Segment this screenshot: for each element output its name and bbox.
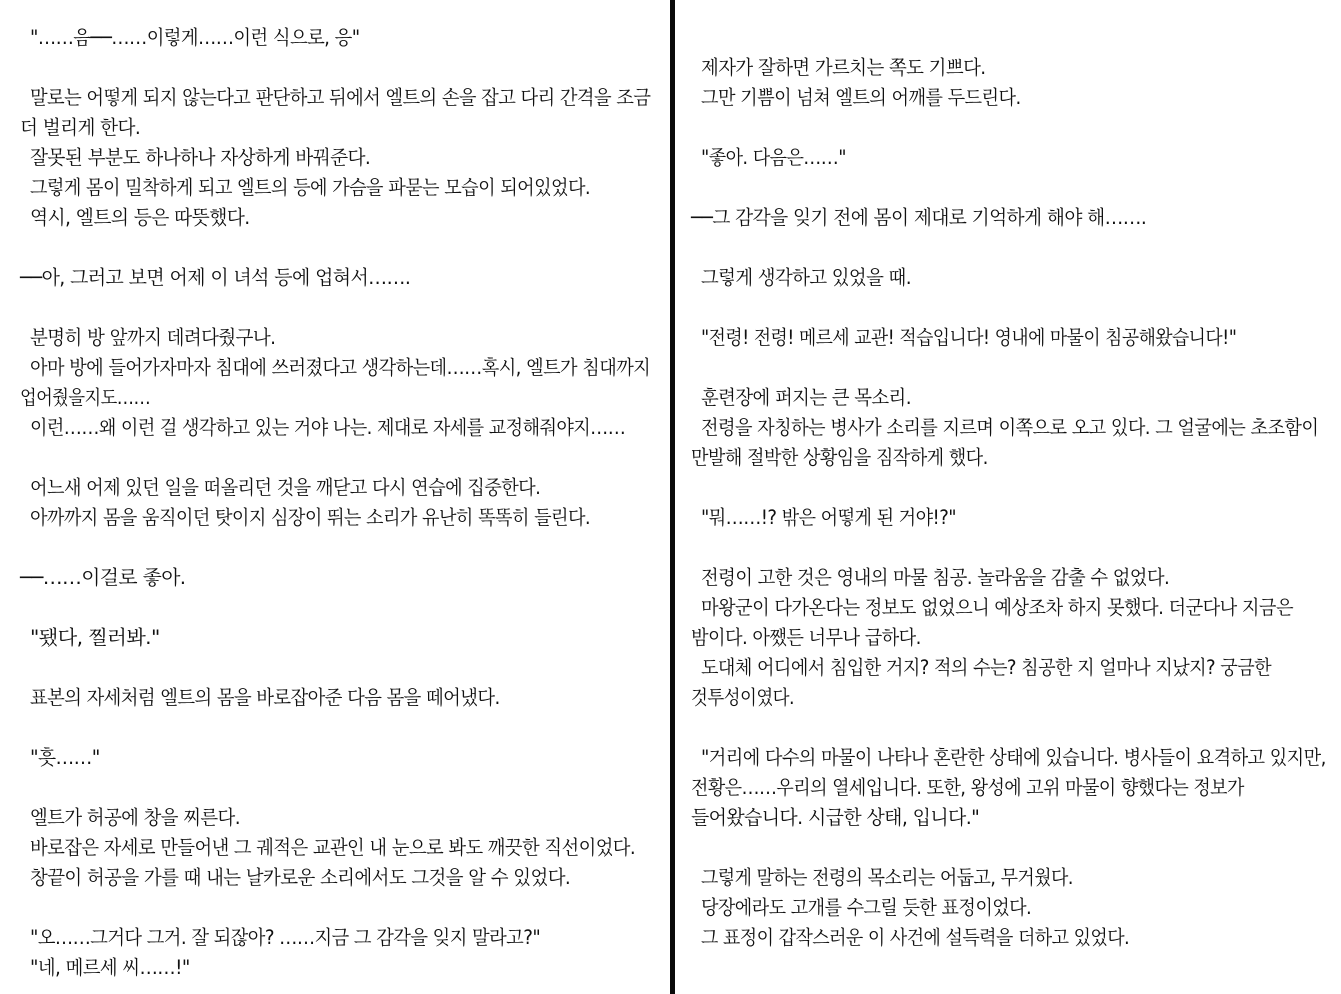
- text-line: 당장에라도 고개를 수그릴 듯한 표정이었다.: [701, 896, 1032, 919]
- text-line: "전령! 전령! 메르세 교관! 적습입니다! 영내에 마물이 침공해왔습니다!": [701, 326, 1237, 349]
- text-line: 표본의 자세처럼 엘트의 몸을 바로잡아준 다음 몸을 떼어냈다.: [30, 686, 500, 709]
- text-line: 아마 방에 들어가자마자 침대에 쓰러졌다고 생각하는데……혹시, 엘트가 침대까지: [30, 356, 651, 379]
- text-line: 엘트가 허공에 창을 찌른다.: [30, 806, 241, 829]
- text-line: "……음──……이렇게……이런 식으로, 응": [30, 26, 360, 49]
- text-line: ──아, 그러고 보면 어제 이 녀석 등에 업혀서…….: [20, 266, 411, 289]
- page-divider: [670, 0, 675, 994]
- text-line: 밤이다. 아쨌든 너무나 급하다.: [691, 626, 921, 649]
- text-line: "오……그거다 그거. 잘 되잖아? ……지금 그 감각을 잊지 말라고?": [30, 926, 541, 949]
- text-line: 역시, 엘트의 등은 따뜻했다.: [30, 206, 250, 229]
- text-line: 제자가 잘하면 가르치는 쪽도 기쁘다.: [701, 56, 986, 79]
- text-line: ──……이걸로 좋아.: [20, 566, 186, 589]
- text-line: 전령이 고한 것은 영내의 마물 침공. 놀라움을 감출 수 없었다.: [701, 566, 1170, 589]
- text-line: "뭐……!? 밖은 어떻게 된 거야!?": [701, 506, 956, 529]
- text-line: 그만 기쁨이 넘쳐 엘트의 어깨를 두드린다.: [701, 86, 1021, 109]
- text-line: 창끝이 허공을 가를 때 내는 날카로운 소리에서도 그것을 알 수 있었다.: [30, 866, 571, 889]
- text-line: 그렇게 몸이 밀착하게 되고 엘트의 등에 가슴을 파묻는 모습이 되어있었다.: [30, 176, 591, 199]
- left-page: [0, 0, 668, 994]
- text-line: 도대체 어디에서 침입한 거지? 적의 수는? 침공한 지 얼마나 지났지? 궁금한: [701, 656, 1272, 679]
- text-line: 만발해 절박한 상황임을 짐작하게 했다.: [691, 446, 988, 469]
- text-line: 전령을 자칭하는 병사가 소리를 지르며 이쪽으로 오고 있다. 그 얼굴에는 초조함이: [701, 416, 1319, 439]
- text-line: 그 표정이 갑작스러운 이 사건에 설득력을 더하고 있었다.: [701, 926, 1130, 949]
- text-line: 아까까지 몸을 움직이던 탓이지 심장이 뛰는 소리가 유난히 똑똑히 들린다.: [30, 506, 591, 529]
- text-line: "흣……": [30, 746, 100, 769]
- text-line: 훈련장에 퍼지는 큰 목소리.: [701, 386, 912, 409]
- text-line: 이런……왜 이런 걸 생각하고 있는 거야 나는. 제대로 자세를 교정해줘야지……: [30, 416, 626, 439]
- text-line: 마왕군이 다가온다는 정보도 없었으니 예상조차 하지 못했다. 더군다나 지금은: [701, 596, 1293, 619]
- text-line: 그렇게 말하는 전령의 목소리는 어둡고, 무거웠다.: [701, 866, 1073, 889]
- text-line: "됐다, 찔러봐.": [30, 626, 160, 649]
- text-line: 그렇게 생각하고 있었을 때.: [701, 266, 912, 289]
- text-line: ──그 감각을 잊기 전에 몸이 제대로 기억하게 해야 해…….: [691, 206, 1147, 229]
- text-line: 바로잡은 자세로 만들어낸 그 궤적은 교관인 내 눈으로 봐도 깨끗한 직선이었다.: [30, 836, 636, 859]
- text-line: 업어줬을지도……: [20, 386, 151, 409]
- right-page: [676, 0, 1341, 994]
- text-line: "네, 메르세 씨……!": [30, 956, 190, 979]
- text-line: 전황은……우리의 열세입니다. 또한, 왕성에 고위 마물이 향했다는 정보가: [691, 776, 1244, 799]
- text-line: "거리에 다수의 마물이 나타나 혼란한 상태에 있습니다. 병사들이 요격하고 있지만,: [701, 746, 1326, 769]
- text-line: 말로는 어떻게 되지 않는다고 판단하고 뒤에서 엘트의 손을 잡고 다리 간격을 조금: [30, 86, 651, 109]
- text-line: 분명히 방 앞까지 데려다줬구나.: [30, 326, 276, 349]
- text-line: 것투성이였다.: [691, 686, 795, 709]
- text-line: 더 벌리게 한다.: [20, 116, 141, 139]
- text-line: 어느새 어제 있던 일을 떠올리던 것을 깨닫고 다시 연습에 집중한다.: [30, 476, 541, 499]
- text-line: 들어왔습니다. 시급한 상태, 입니다.": [691, 806, 980, 829]
- text-line: 잘못된 부분도 하나하나 자상하게 바꿔준다.: [30, 146, 371, 169]
- text-line: "좋아. 다음은……": [701, 146, 846, 169]
